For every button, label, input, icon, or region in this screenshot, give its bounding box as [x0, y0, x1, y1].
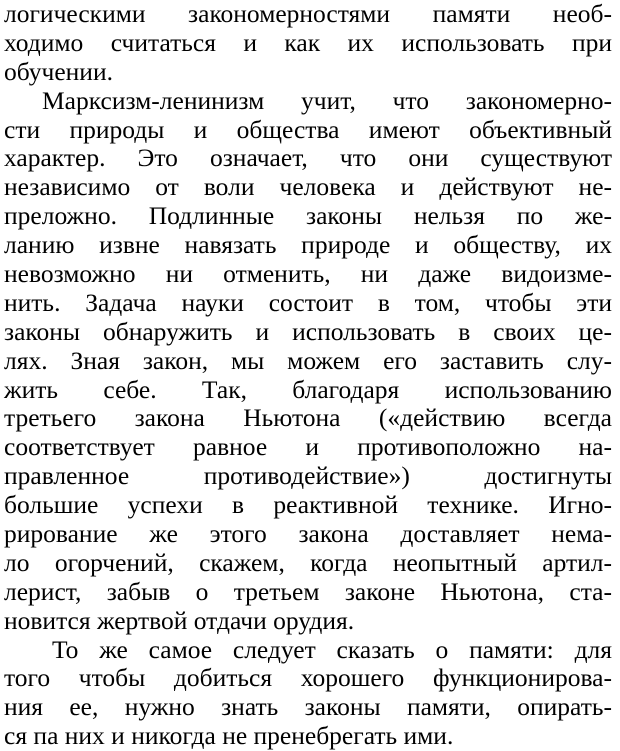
text-line: жить себе. Так, благодаря использованию — [4, 374, 612, 404]
text-line: лерист, забыв о третьем законе Ньютона, ста- — [4, 576, 612, 606]
text-line: ло огорчений, скажем, когда неопытный артил- — [4, 547, 612, 577]
text-line: третьего закона Ньютона («действию всегда — [4, 403, 612, 433]
text-line: ходимо считаться и как их использовать при — [4, 27, 612, 57]
text-line: То же самое следует сказать о памяти: для — [52, 634, 612, 664]
text-line: соответствует равное и противоположно на- — [4, 432, 612, 462]
paragraph-2 — [4, 87, 612, 636]
paragraph-3 — [4, 636, 612, 751]
text-line: обучении. — [4, 56, 113, 86]
text-line: правленное противодействие») достигнуты — [4, 461, 612, 491]
paragraph-1 — [4, 0, 612, 87]
text-line: ния ее, нужно знать законы памяти, опирать- — [4, 692, 612, 722]
text-line: большие успехи в реактивной технике. Игно- — [4, 490, 612, 520]
text-line: того чтобы добиться хорошего функционирова- — [4, 663, 612, 693]
text-line: сти природы и общества имеют объективный — [4, 114, 612, 144]
text-line: рирование же этого закона доставляет нема- — [4, 519, 612, 549]
text-line: независимо от воли человека и действуют не- — [4, 172, 612, 202]
text-line: нить. Задача науки состоит в том, чтобы эти — [4, 287, 612, 317]
text-line: характер. Это означает, что они существуют — [4, 143, 612, 173]
text-line: лях. Зная закон, мы можем его заставить слу- — [4, 345, 612, 375]
text-line: новится жертвой отдачи орудия. — [4, 605, 355, 635]
text-line: ся па них и никогда не пренебрегать ими. — [4, 721, 454, 751]
page-text — [4, 0, 612, 751]
text-line: преложно. Подлинные законы нельзя по же- — [4, 201, 612, 231]
text-line: ланию извне навязать природе и обществу, их — [4, 230, 612, 260]
text-line: невозможно ни отменить, ни даже видоизме- — [4, 259, 612, 289]
text-line: Марксизм-ленинизм учит, что закономерно- — [42, 85, 612, 115]
text-line: логическими закономерностями памяти необ- — [4, 0, 612, 28]
text-line: законы обнаружить и использовать в своих це- — [4, 316, 612, 346]
